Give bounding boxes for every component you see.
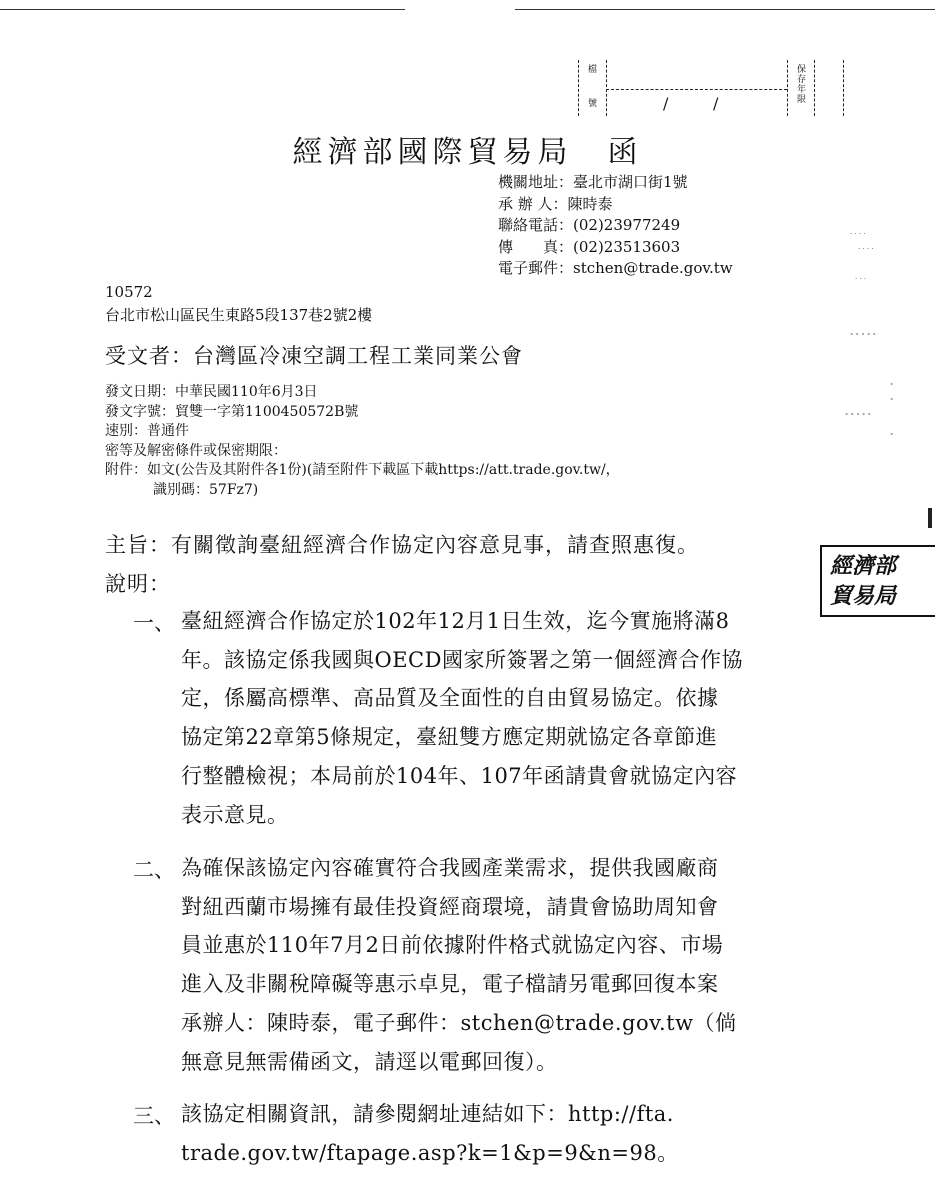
scan-noise: · · ·: [855, 275, 867, 283]
archive-retention-label-char: 存: [797, 75, 807, 85]
scan-edge-line: [515, 9, 935, 10]
explanation-label: 說明：: [105, 572, 171, 596]
item-paragraph: [181, 849, 737, 1081]
item-line: 定，係屬高標準、高品質及全面性的自由貿易協定。依據: [181, 686, 719, 711]
item-line: 為確保該協定內容確實符合我國產業需求，提供我國廠商: [181, 856, 719, 880]
sender-contact-person: 承 辦 人：陳時泰: [498, 194, 613, 213]
item-paragraph: [181, 602, 743, 834]
document-number: 發文字號：貿雙一字第1100450572B號: [105, 403, 359, 420]
document-title: 經濟部國際貿易局 函: [292, 135, 643, 170]
archive-box: [578, 60, 844, 116]
item-number: 二、: [133, 858, 175, 882]
scan-edge-line: [0, 9, 405, 10]
scan-noise: ∘ ∘ ∘ ∘ ∘: [850, 330, 877, 338]
sender-email: 電子郵件：stchen@trade.gov.tw: [498, 259, 733, 277]
recipient-postcode: 10572: [105, 283, 153, 301]
item-line: 年。該協定係我國與OECD國家所簽署之第一個經濟合作協: [181, 647, 743, 672]
archive-file-label-char: 檔: [588, 65, 598, 75]
scan-noise: ∘ ∘ ∘ ∘ ∘: [845, 410, 872, 418]
secrecy-level: 密等及解密條件或保密期限：: [105, 442, 287, 459]
item-number: 三、: [133, 1104, 175, 1128]
item-line: 進入及非關稅障礙等惠示卓見，電子檔請另電郵回復本案: [181, 972, 719, 997]
item-line: 員並惠於110年7月2日前依據附件格式就協定內容、市場: [181, 933, 724, 958]
item-paragraph: [181, 1095, 679, 1172]
agency-seal-stamp: [820, 545, 935, 617]
item-number: 一、: [133, 611, 175, 635]
sender-fax: 傳 真：(02)23513603: [498, 237, 681, 256]
item-line: 無意見無需備函文，請逕以電郵回復）。: [181, 1049, 558, 1074]
item-line: 表示意見。: [181, 802, 289, 827]
sender-phone: 聯絡電話：(02)23977249: [498, 216, 681, 234]
archive-retention-label-char: 年: [797, 85, 807, 95]
scan-edge-mark: [928, 508, 932, 528]
item-line: 該協定相關資訊，請參閱網址連結如下：http://fta.: [181, 1102, 674, 1126]
archive-retention-label-char: 保: [797, 65, 807, 75]
scan-noise: · · · ·: [858, 245, 874, 253]
archive-slash: /: [663, 94, 669, 113]
stamp-line: 貿易局: [830, 583, 897, 609]
archive-slash: /: [713, 94, 719, 113]
scan-noise: · · · ·: [850, 230, 866, 238]
sender-address: 機關地址：臺北市湖口街1號: [498, 173, 688, 191]
recipient-address: 台北市松山區民生東路5段137巷2號2樓: [105, 306, 373, 324]
attachment-line: 識別碼：57Fz7): [153, 481, 259, 498]
item-line: 臺紐經濟合作協定於102年12月1日生效，迄今實施將滿8: [181, 609, 730, 633]
scan-noise: ∘: [890, 380, 894, 388]
sender-info: [498, 172, 733, 280]
scan-noise: ∘: [890, 395, 894, 403]
document-meta: [105, 383, 620, 500]
subject-line: 主旨：有關徵詢臺紐經濟合作協定內容意見事，請查照惠復。: [105, 533, 699, 557]
issue-date: 發文日期：中華民國110年6月3日: [105, 384, 318, 400]
delivery-speed: 速別：普通件: [105, 423, 189, 439]
stamp-line: 經濟部: [830, 553, 897, 579]
item-line: trade.gov.tw/ftapage.asp?k=1&p=9&n=98。: [181, 1140, 679, 1165]
scan-noise: ∘: [890, 430, 894, 438]
item-line: 行整體檢視；本局前於104年、107年函請貴會就協定內容: [181, 763, 738, 788]
attachment-line: 附件：如文(公告及其附件各1份)(請至附件下載區下載https://att.trade.gov.tw/，: [105, 462, 620, 478]
item-line: 對紐西蘭市場擁有最佳投資經商環境，請貴會協助周知會: [181, 894, 719, 919]
archive-file-label-char: 號: [588, 99, 598, 109]
item-line: 承辦人：陳時泰，電子郵件：stchen@trade.gov.tw（倘: [181, 1010, 737, 1035]
item-line: 協定第22章第5條規定，臺紐雙方應定期就協定各章節進: [181, 725, 718, 750]
recipient-line: 受文者：台灣區冷凍空調工程工業同業公會: [105, 344, 523, 368]
archive-retention-label-char: 限: [797, 95, 807, 105]
